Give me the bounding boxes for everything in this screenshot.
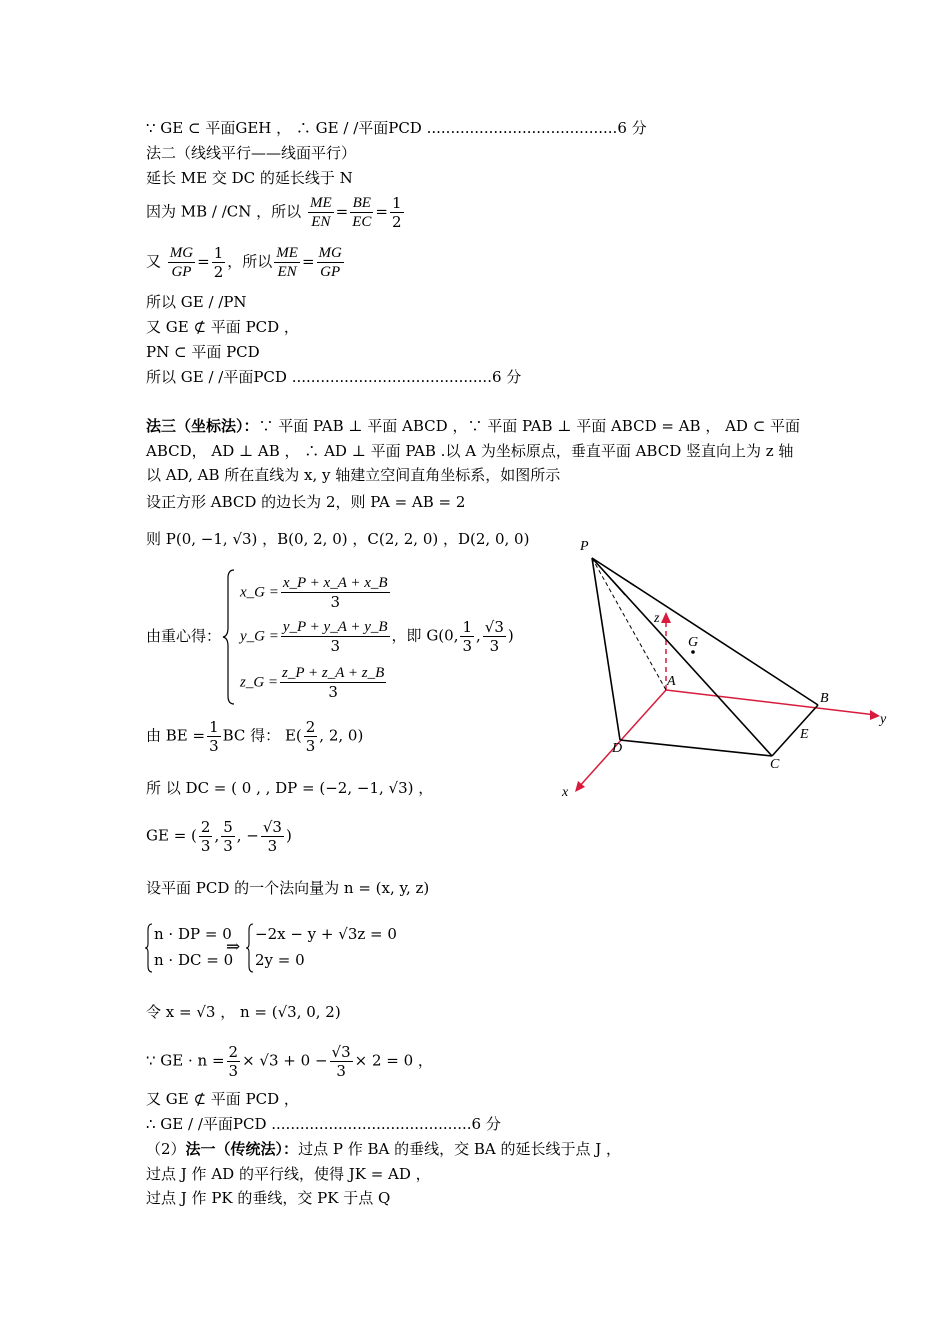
edge-DC: [620, 740, 772, 756]
heading: 法一（传统法）：: [185, 1140, 299, 1158]
num: √3: [331, 1043, 351, 1061]
implies-arrow: ⇒: [226, 937, 241, 957]
num: 2: [228, 1043, 239, 1061]
x-axis: [578, 690, 666, 788]
label-A: A: [667, 674, 676, 689]
line-26: 过点 J 作 PK 的垂线，交 PK 于点 Q: [146, 1189, 391, 1207]
fraction: [317, 244, 344, 281]
fraction: [350, 194, 373, 231]
label-B: B: [820, 691, 829, 706]
den: EN: [277, 264, 297, 280]
text: BC 得： E(: [222, 726, 302, 745]
num: 1: [462, 618, 473, 636]
label-C: C: [770, 757, 780, 772]
num: √3: [484, 618, 504, 636]
fraction: [281, 574, 390, 611]
line-24: [146, 1139, 621, 1159]
den: 3: [328, 683, 338, 701]
label-G: G: [688, 635, 699, 650]
centroid-prefix: 由重心得：: [146, 627, 222, 645]
den: 3: [200, 837, 211, 855]
line-12: 以 AD, AB 所在直线为 x, y 轴建立空间直角坐标系，如图所示: [146, 466, 561, 484]
text: ): [507, 626, 514, 645]
label: y_G =: [240, 628, 279, 645]
y-axis-arrow: [870, 710, 880, 720]
num: z_P + z_A + z_B: [282, 665, 385, 681]
fraction: [221, 818, 235, 855]
text: GE = (: [146, 826, 197, 845]
line-22: 又 GE ⊄ 平面 PCD ，: [146, 1090, 299, 1108]
den: GP: [171, 264, 192, 280]
sys2-row-a: −2x − y + √3z = 0: [255, 925, 397, 943]
num: ME: [309, 195, 332, 211]
label-D: D: [612, 741, 623, 756]
sys2-row-b: 2y = 0: [255, 951, 305, 969]
sys1-row-a: n · DP = 0: [154, 925, 232, 943]
line-2: 法二（线线平行——线面平行）: [146, 144, 357, 162]
num: 1: [213, 244, 224, 262]
num: 5: [223, 818, 233, 836]
line-21: [146, 1043, 433, 1080]
line-19: 设平面 PCD 的一个法向量为 n = (x, y, z): [146, 879, 430, 897]
z-axis-arrow: [661, 612, 671, 623]
den: 3: [267, 837, 278, 855]
heading: 法三（坐标法）：: [146, 417, 259, 435]
line-10: [146, 416, 800, 436]
text: ，即 G(0,: [391, 626, 459, 645]
fraction: [304, 718, 318, 755]
fraction: [212, 244, 226, 281]
fraction: [308, 194, 334, 231]
text: × √3 + 0 −: [242, 1051, 328, 1070]
text: ∵ GE · n =: [146, 1051, 225, 1070]
num: ME: [276, 245, 298, 261]
label: z_G =: [240, 674, 279, 691]
zg-row: [240, 664, 388, 701]
text: ，所以: [227, 252, 273, 271]
den: 3: [489, 637, 500, 655]
num: 2: [200, 818, 211, 836]
line-20: 令 x = √3 ， n = (√3, 0, 2): [146, 1003, 341, 1021]
fraction: [281, 618, 390, 655]
den: 3: [209, 737, 219, 755]
pyramid-figure: [550, 530, 900, 810]
den: GP: [320, 264, 341, 280]
den: 3: [228, 1062, 239, 1080]
num: x_P + x_A + x_B: [282, 575, 388, 591]
label-x: x: [562, 785, 569, 800]
xg-row: [240, 574, 392, 611]
num: √3: [262, 818, 282, 836]
brace-system-2: [245, 922, 255, 974]
label-y: y: [880, 712, 887, 727]
den: 3: [336, 1062, 346, 1080]
num: 1: [391, 194, 402, 212]
den: 3: [330, 593, 340, 611]
brace-system-1: [144, 922, 154, 974]
line-7: 又 GE ⊄ 平面 PCD ，: [146, 318, 299, 336]
fraction: [227, 1043, 241, 1080]
text: 因为 MB / /CN ，所以: [146, 202, 302, 221]
line-11: ABCD， AD ⊥ AB ， ∴ AD ⊥ 平面 PAB .以 A 为坐标原点，垂直平面 ABCD 竖直向上为 z 轴: [146, 442, 794, 460]
label-P: P: [580, 539, 589, 554]
fraction: [261, 818, 284, 855]
line-5: 又 $\frac{MG}{GP}$ = $\frac{1}{2}$ ，所以 $\frac{ME}{EN}$ = $\frac{MG}{GP}$: [146, 244, 342, 281]
line-17: 所 以 DC = ( 0 , , DP = (−2, −1, √3) ，: [146, 779, 434, 797]
text: ∵ 平面 PAB ⊥ 平面 ABCD ，∵ 平面 PAB ⊥ 平面 ABCD = AB ， AD ⊂ 平面: [258, 417, 801, 435]
point-G: [691, 650, 695, 654]
line-3: 延长 ME 交 DC 的延长线于 N: [146, 169, 353, 187]
text: ): [285, 826, 292, 845]
line-8: PN ⊂ 平面 PCD: [146, 343, 260, 361]
y-axis: [666, 690, 876, 715]
fraction: [280, 664, 386, 701]
line-4: 因为 MB / /CN ，所以 $\frac{ME}{EN}$ = $\frac{BE}{EC}$ = $\frac{1}{2}$: [146, 194, 402, 231]
text: （2）: [146, 1140, 186, 1158]
den: EN: [311, 214, 331, 230]
num: BE: [350, 194, 373, 213]
den: 3: [305, 737, 316, 755]
fraction: [330, 1043, 353, 1080]
num: MG: [318, 245, 342, 261]
fraction: [168, 244, 195, 281]
brace-left: [222, 568, 236, 706]
fraction: [274, 244, 300, 281]
den: 3: [330, 637, 340, 655]
fraction: [483, 618, 506, 655]
label-z: z: [654, 611, 660, 626]
fraction: [390, 194, 404, 231]
line-16: [146, 718, 363, 755]
line-23: ∴ GE / /平面PCD ..........................................6 分: [146, 1115, 501, 1133]
yg-row: y_G = $\frac{y\_P + y\_A + y\_B}{3}$ ，即 G(0, $\frac{1}{3}$ , $\frac{√3}{3}$ ): [240, 618, 514, 655]
edge-CB: [772, 705, 818, 756]
text: 又: [146, 252, 162, 271]
label-E: E: [800, 727, 809, 742]
fraction: [207, 718, 221, 755]
num: 2: [305, 718, 316, 736]
line-25: 过点 J 作 AD 的平行线，使得 JK = AD ，: [146, 1165, 431, 1183]
line-13: 设正方形 ABCD 的边长为 2，则 PA = AB = 2: [146, 493, 466, 511]
line-14: 则 P(0, −1, √3) ，B(0, 2, 0) ，C(2, 2, 0) ，D(2, 0, 0): [146, 530, 530, 548]
den: 2: [391, 213, 402, 231]
text: , 2, 0): [319, 726, 364, 745]
text: × 2 = 0 ，: [354, 1051, 433, 1070]
label: x_G =: [240, 584, 279, 601]
sys1-row-b: n · DC = 0: [154, 951, 234, 969]
den: 3: [462, 637, 473, 655]
text: 过点 P 作 BA 的垂线，交 BA 的延长线于点 J ，: [298, 1140, 622, 1158]
fraction: [460, 618, 474, 655]
num: MG: [169, 245, 194, 261]
line-18: GE = ( $\frac{2}{3}$ , $\frac{5}{3}$ , − $\frac{√3}{3}$ ): [146, 818, 292, 855]
num: 1: [209, 718, 219, 736]
text: 由 BE =: [146, 726, 206, 745]
den: EC: [352, 214, 372, 230]
line-9: 所以 GE / /平面PCD ..........................................6 分: [146, 368, 522, 386]
line-6: 所以 GE / /PN: [146, 293, 247, 311]
fraction: [199, 818, 213, 855]
num: y_P + y_A + y_B: [282, 619, 388, 635]
den: 3: [223, 837, 233, 855]
den: 2: [213, 263, 224, 281]
line-1: ∵ GE ⊂ 平面GEH ， ∴ GE / /平面PCD ........................................6 分: [146, 119, 647, 137]
